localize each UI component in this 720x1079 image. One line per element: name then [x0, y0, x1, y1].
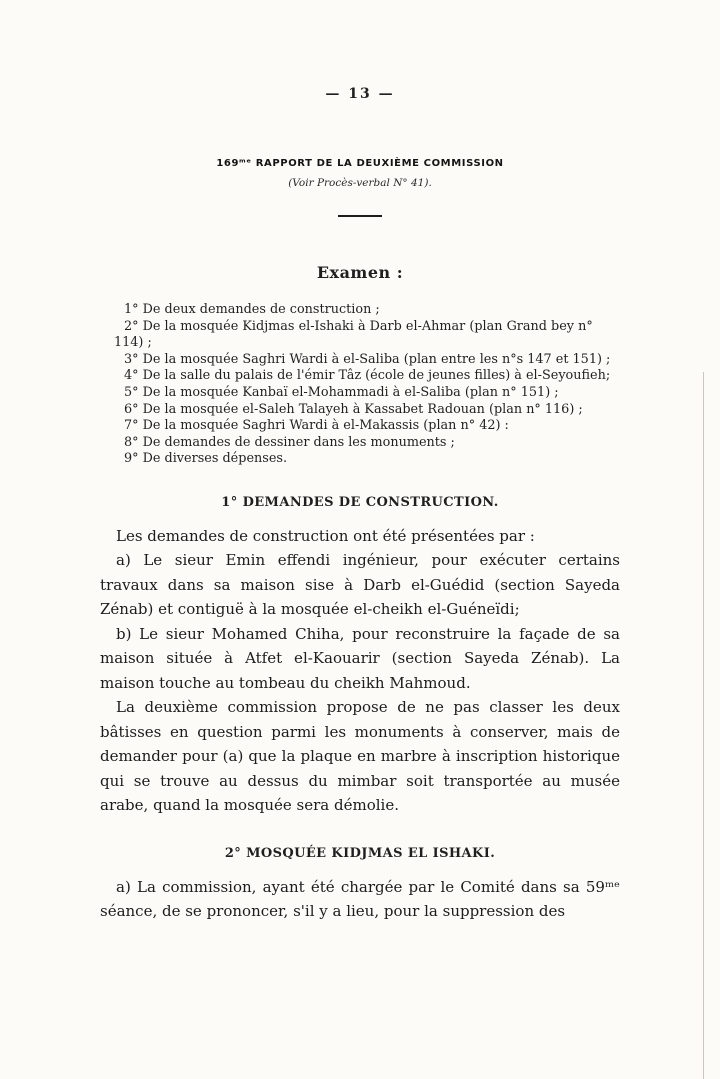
paragraph: a) La commission, ayant été chargée par le Comité dans sa 59ᵐᵉ séance, de se prononcer, s'il y a lieu, pour la suppression des: [100, 877, 620, 921]
list-item: 1° De deux demandes de construction ;: [124, 302, 380, 317]
list-item: 9° De diverses dépenses.: [124, 451, 288, 467]
examen-heading: Examen :: [316, 263, 404, 282]
paragraph: b) Le sieur Mohamed Chiha, pour reconstruire la façade de sa maison située à Atfet el-Kaouarir (section Sayeda Zénab). La maison touche au tombeau du cheikh Mahmoud.: [100, 624, 620, 692]
list-item: 3° De la mosquée Saghri Wardi à el-Saliba (plan entre les n°s 147 et 151) ;: [124, 351, 611, 367]
paragraph: a) Le sieur Emin effendi ingénieur, pour exécuter certains travaux dans sa maison sise à Darb el-Guédid (section Sayeda Zénab) et contiguë à la mosquée el-cheikh el-Guéneïdi;: [100, 551, 620, 619]
section-1-heading: 1° DEMANDES DE CONSTRUCTION.: [221, 494, 499, 510]
section-2-heading: 2° MOSQUÉE KIDJMAS EL ISHAKI.: [224, 845, 496, 861]
paragraph: La deuxième commission propose de ne pas classer les deux bâtisses en question parmi les monuments à conserver, mais de demander pour (a) que la plaque en marbre à inscription historique qui se trouve au dessus du mimbar soit transportée au musée arabe, quand la mosquée sera démolie.: [100, 698, 620, 815]
list-item: 8° De demandes de dessiner dans les monuments ;: [124, 434, 455, 450]
report-title: 169ᵐᵉ RAPPORT DE LA DEUXIÈME COMMISSION: [216, 158, 504, 169]
page-number: — 13 —: [325, 86, 395, 102]
scan-page-edge-shadow: [703, 372, 704, 1079]
list-item: 6° De la mosquée el-Saleh Talayeh à Kassabet Radouan (plan n° 116) ;: [124, 401, 583, 417]
list-item: 7° De la mosquée Saghri Wardi à el-Makassis (plan n° 42) :: [124, 418, 509, 434]
title-divider-rule: [338, 215, 382, 217]
section-1-body: [100, 524, 620, 818]
report-subtitle: (Voir Procès-verbal N° 41).: [288, 177, 432, 189]
examen-list: [100, 302, 620, 468]
list-item: 2° De la mosquée Kidjmas el-Ishaki à Darb el-Ahmar (plan Grand bey n° 114) ;: [114, 318, 593, 351]
list-item: 5° De la mosquée Kanbaï el-Mohammadi à el-Saliba (plan n° 151) ;: [124, 384, 559, 400]
list-item: 4° De la salle du palais de l'émir Tâz (école de jeunes filles) à el-Seyoufieh;: [124, 368, 611, 384]
section-2-body: [100, 875, 620, 924]
paragraph: Les demandes de construction ont été présentées par :: [116, 526, 535, 545]
